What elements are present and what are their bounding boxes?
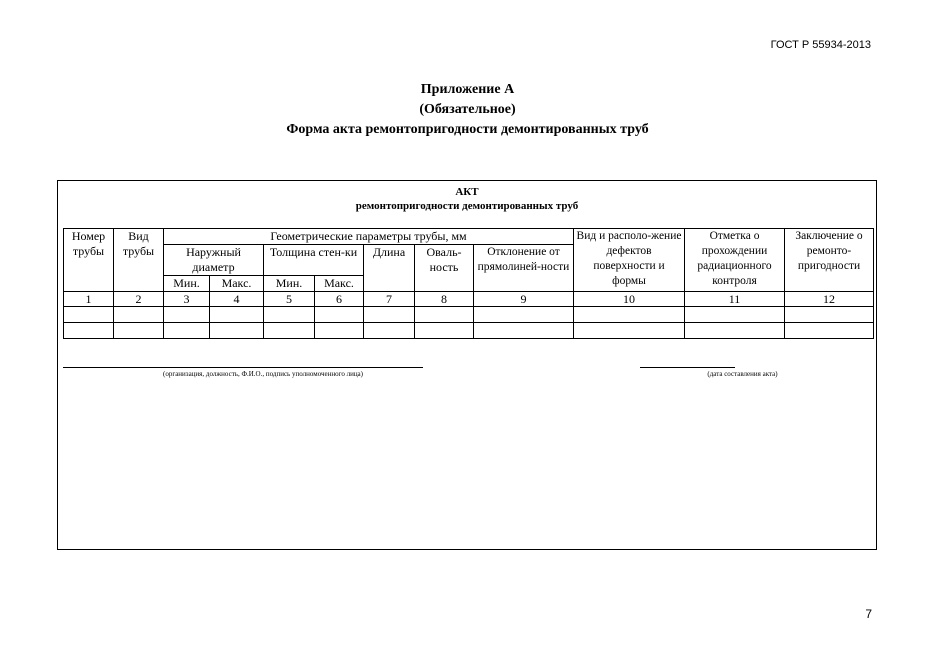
table-row xyxy=(64,323,874,339)
act-frame xyxy=(57,180,877,550)
table-cell[interactable] xyxy=(574,307,685,323)
table-cell[interactable] xyxy=(574,323,685,339)
column-number: 1 xyxy=(64,292,114,307)
table-cell[interactable] xyxy=(264,323,315,339)
table-cell[interactable] xyxy=(474,307,574,323)
column-number: 11 xyxy=(685,292,785,307)
document-code: ГОСТ Р 55934-2013 xyxy=(770,39,871,51)
column-number: 9 xyxy=(474,292,574,307)
appendix-status: (Обязательное) xyxy=(419,102,516,117)
column-number: 7 xyxy=(364,292,415,307)
col-geometric-params: Геометрические параметры трубы, мм xyxy=(164,229,574,245)
table-cell[interactable] xyxy=(785,307,874,323)
act-title: АКТ xyxy=(455,186,479,198)
col-conclusion: Заключение о ремонто-пригодности xyxy=(785,229,874,292)
column-number: 6 xyxy=(315,292,364,307)
table-cell[interactable] xyxy=(315,323,364,339)
table-cell[interactable] xyxy=(114,323,164,339)
table-cell[interactable] xyxy=(210,307,264,323)
table-cell[interactable] xyxy=(364,323,415,339)
table-cell[interactable] xyxy=(64,307,114,323)
signature-line[interactable] xyxy=(63,367,423,368)
table-cell[interactable] xyxy=(315,307,364,323)
col-length: Длина xyxy=(364,245,415,292)
col-radiation-control: Отметка о прохождении радиационного контроля xyxy=(685,229,785,292)
column-number: 3 xyxy=(164,292,210,307)
table-cell[interactable] xyxy=(164,307,210,323)
table-cell[interactable] xyxy=(210,323,264,339)
col-diameter-max: Макс. xyxy=(210,276,264,292)
page-number: 7 xyxy=(865,607,872,621)
column-number: 10 xyxy=(574,292,685,307)
date-line[interactable] xyxy=(640,367,735,368)
table-cell[interactable] xyxy=(364,307,415,323)
column-number: 12 xyxy=(785,292,874,307)
col-pipe-type: Вид трубы xyxy=(114,229,164,292)
col-thickness-min: Мин. xyxy=(264,276,315,292)
table-cell[interactable] xyxy=(685,323,785,339)
col-pipe-number: Номер трубы xyxy=(64,229,114,292)
column-number: 8 xyxy=(415,292,474,307)
table-cell[interactable] xyxy=(64,323,114,339)
act-heading xyxy=(58,185,876,213)
table-cell[interactable] xyxy=(164,323,210,339)
table-cell[interactable] xyxy=(415,307,474,323)
col-thickness-max: Макс. xyxy=(315,276,364,292)
act-table xyxy=(63,228,874,339)
col-defects: Вид и располо-жение дефектов поверхности и формы xyxy=(574,229,685,292)
column-numbers-row xyxy=(64,292,874,307)
table-cell[interactable] xyxy=(685,307,785,323)
col-diameter-min: Мин. xyxy=(164,276,210,292)
table-cell[interactable] xyxy=(264,307,315,323)
column-number: 5 xyxy=(264,292,315,307)
table-cell[interactable] xyxy=(415,323,474,339)
column-number: 2 xyxy=(114,292,164,307)
column-number: 4 xyxy=(210,292,264,307)
form-title: Форма акта ремонтопригодности демонтированных труб xyxy=(286,122,649,137)
table-cell[interactable] xyxy=(474,323,574,339)
col-wall-thickness: Толщина стен-ки xyxy=(264,245,364,276)
col-ovality: Оваль-ность xyxy=(415,245,474,292)
col-straightness: Отклонение от прямолиней-ности xyxy=(474,245,574,292)
date-caption: (дата составления акта) xyxy=(707,370,778,378)
act-subtitle: ремонтопригодности демонтированных труб xyxy=(355,200,579,212)
table-cell[interactable] xyxy=(114,307,164,323)
title-block xyxy=(0,80,935,140)
table-cell[interactable] xyxy=(785,323,874,339)
table-row xyxy=(64,307,874,323)
signature-caption: (организация, должность, Ф.И.О., подпись уполномоченного лица) xyxy=(163,370,363,378)
col-outer-diameter: Наружный диаметр xyxy=(164,245,264,276)
appendix-title: Приложение А xyxy=(420,82,515,97)
